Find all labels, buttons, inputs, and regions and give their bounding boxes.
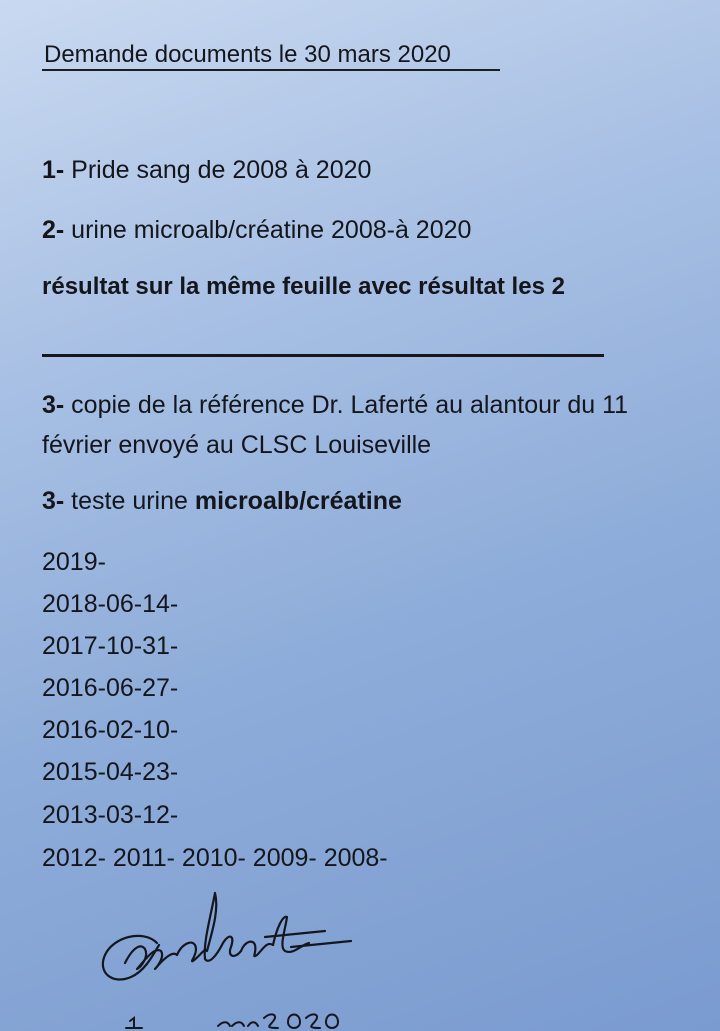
item-3a-line-1 <box>42 390 628 420</box>
item-3b-number: 3- <box>42 487 65 515</box>
item-1 <box>42 155 371 185</box>
item-2-number: 2- <box>42 216 65 244</box>
date-entry: 2016-06-27- <box>42 674 179 702</box>
handwritten-signature-icon <box>95 885 365 995</box>
date-entry: 2012- 2011- 2010- 2009- 2008- <box>42 844 388 872</box>
date-entry: 2016-02-10- <box>42 716 179 744</box>
document-title: Demande documents le 30 mars 2020 <box>44 41 451 68</box>
date-entry: 2013-03-12- <box>42 801 179 829</box>
handwritten-date-icon <box>120 1000 340 1031</box>
date-entry: 2019- <box>42 548 106 576</box>
item-3a-text-1: copie de la référence Dr. Laferté au alantour du 11 <box>64 391 629 419</box>
results-note: résultat sur la même feuille avec résultat les 2 <box>42 273 565 300</box>
horizontal-rule <box>42 354 604 357</box>
item-1-text: Pride sang de 2008 à 2020 <box>64 156 372 184</box>
item-3b-text: teste urine <box>64 487 195 515</box>
item-1-number: 1- <box>42 156 65 184</box>
date-entry: 2017-10-31- <box>42 632 179 660</box>
item-3b <box>42 486 402 516</box>
item-3b-bold-text: microalb/créatine <box>194 487 402 515</box>
item-3a-number: 3- <box>42 391 65 419</box>
title-underline <box>42 69 500 71</box>
item-2 <box>42 215 471 245</box>
item-2-text: urine microalb/créatine 2008-à 2020 <box>64 216 472 244</box>
date-entry: 2015-04-23- <box>42 758 179 786</box>
date-entry: 2018-06-14- <box>42 590 179 618</box>
item-3a-line-2: février envoyé au CLSC Louiseville <box>42 431 432 459</box>
